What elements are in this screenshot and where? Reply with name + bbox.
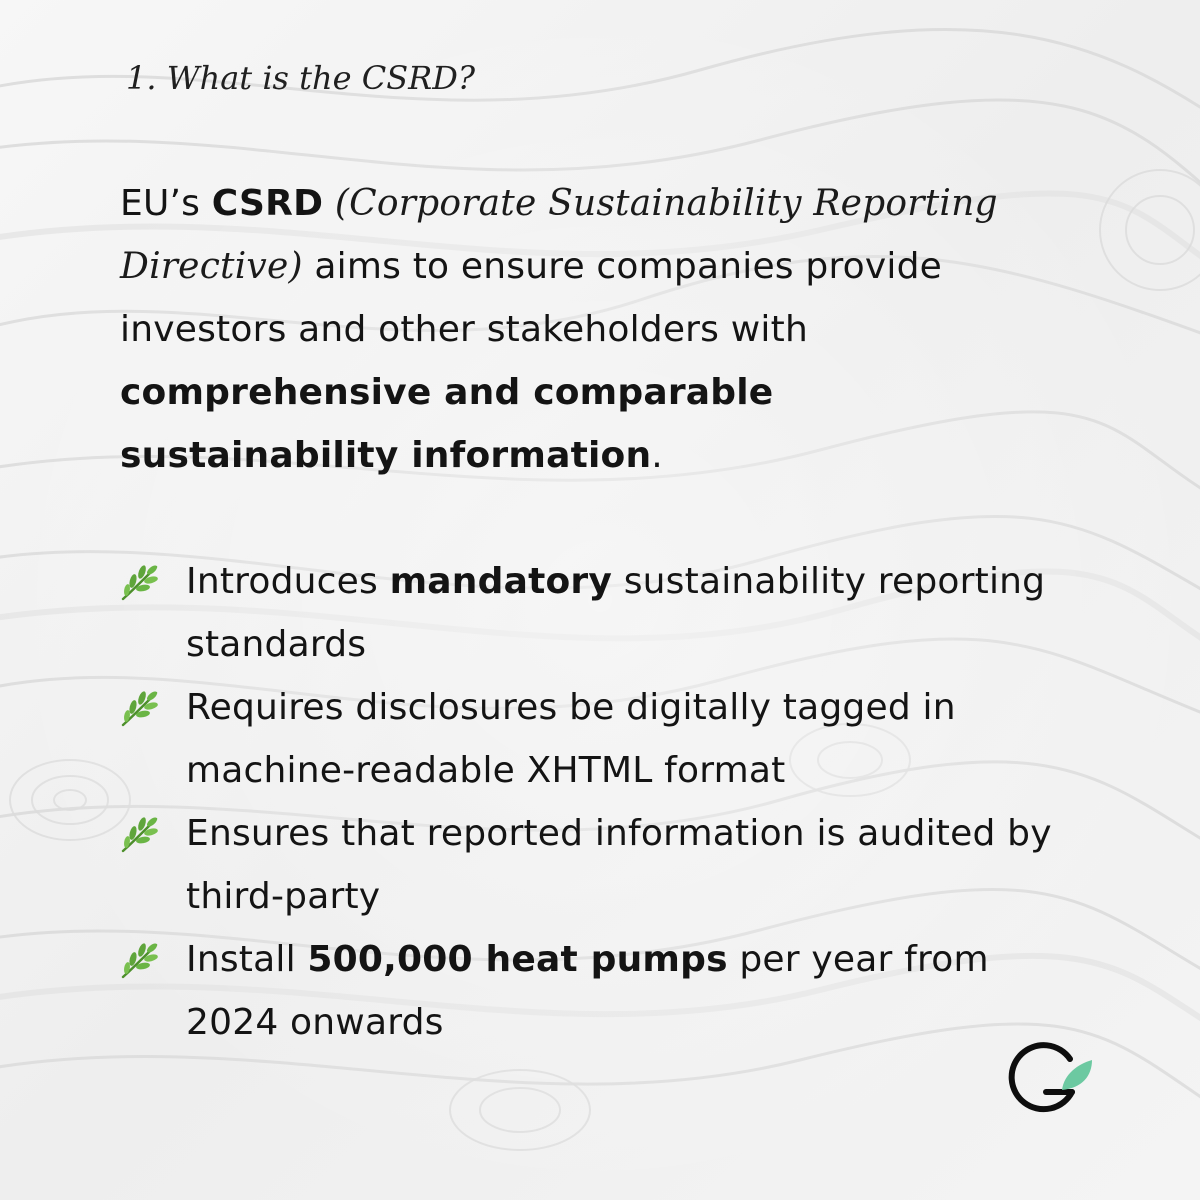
herb-icon (120, 563, 160, 601)
section-heading: 1. What is the CSRD? (126, 59, 476, 97)
bullet-emphasis: 500,000 heat pumps (307, 939, 728, 980)
bullet-text: Ensures that reported information is audited by third-party (186, 813, 1052, 917)
intro-text: EU’s (120, 183, 212, 224)
intro-paragraph (120, 172, 1060, 487)
bullet-text: per year from 2024 onwards (186, 939, 989, 1043)
bullet-text: Install (186, 939, 308, 980)
bullet-list (120, 550, 1080, 1054)
intro-emphasis: comprehensive and comparable sustainability information (120, 372, 774, 476)
list-item (120, 550, 1080, 676)
intro-acronym: CSRD (211, 183, 324, 224)
list-item (120, 676, 1080, 802)
bullet-text: Introduces (186, 561, 390, 602)
herb-icon (120, 815, 160, 853)
intro-space (323, 183, 335, 224)
intro-full-name: (Corporate Sustainability Reporting Directive) (120, 183, 998, 287)
list-item (120, 928, 1080, 1054)
herb-icon (120, 689, 160, 727)
bullet-text: sustainability reporting standards (186, 561, 1046, 665)
bullet-emphasis: mandatory (389, 561, 613, 602)
herb-icon (120, 941, 160, 979)
intro-text: aims to ensure companies provide investors and other stakeholders with (120, 246, 942, 350)
bullet-text: Requires disclosures be digitally tagged in machine-readable XHTML format (186, 687, 956, 791)
brand-logo (1006, 1040, 1096, 1116)
list-item (120, 802, 1080, 928)
intro-period: . (651, 435, 663, 476)
